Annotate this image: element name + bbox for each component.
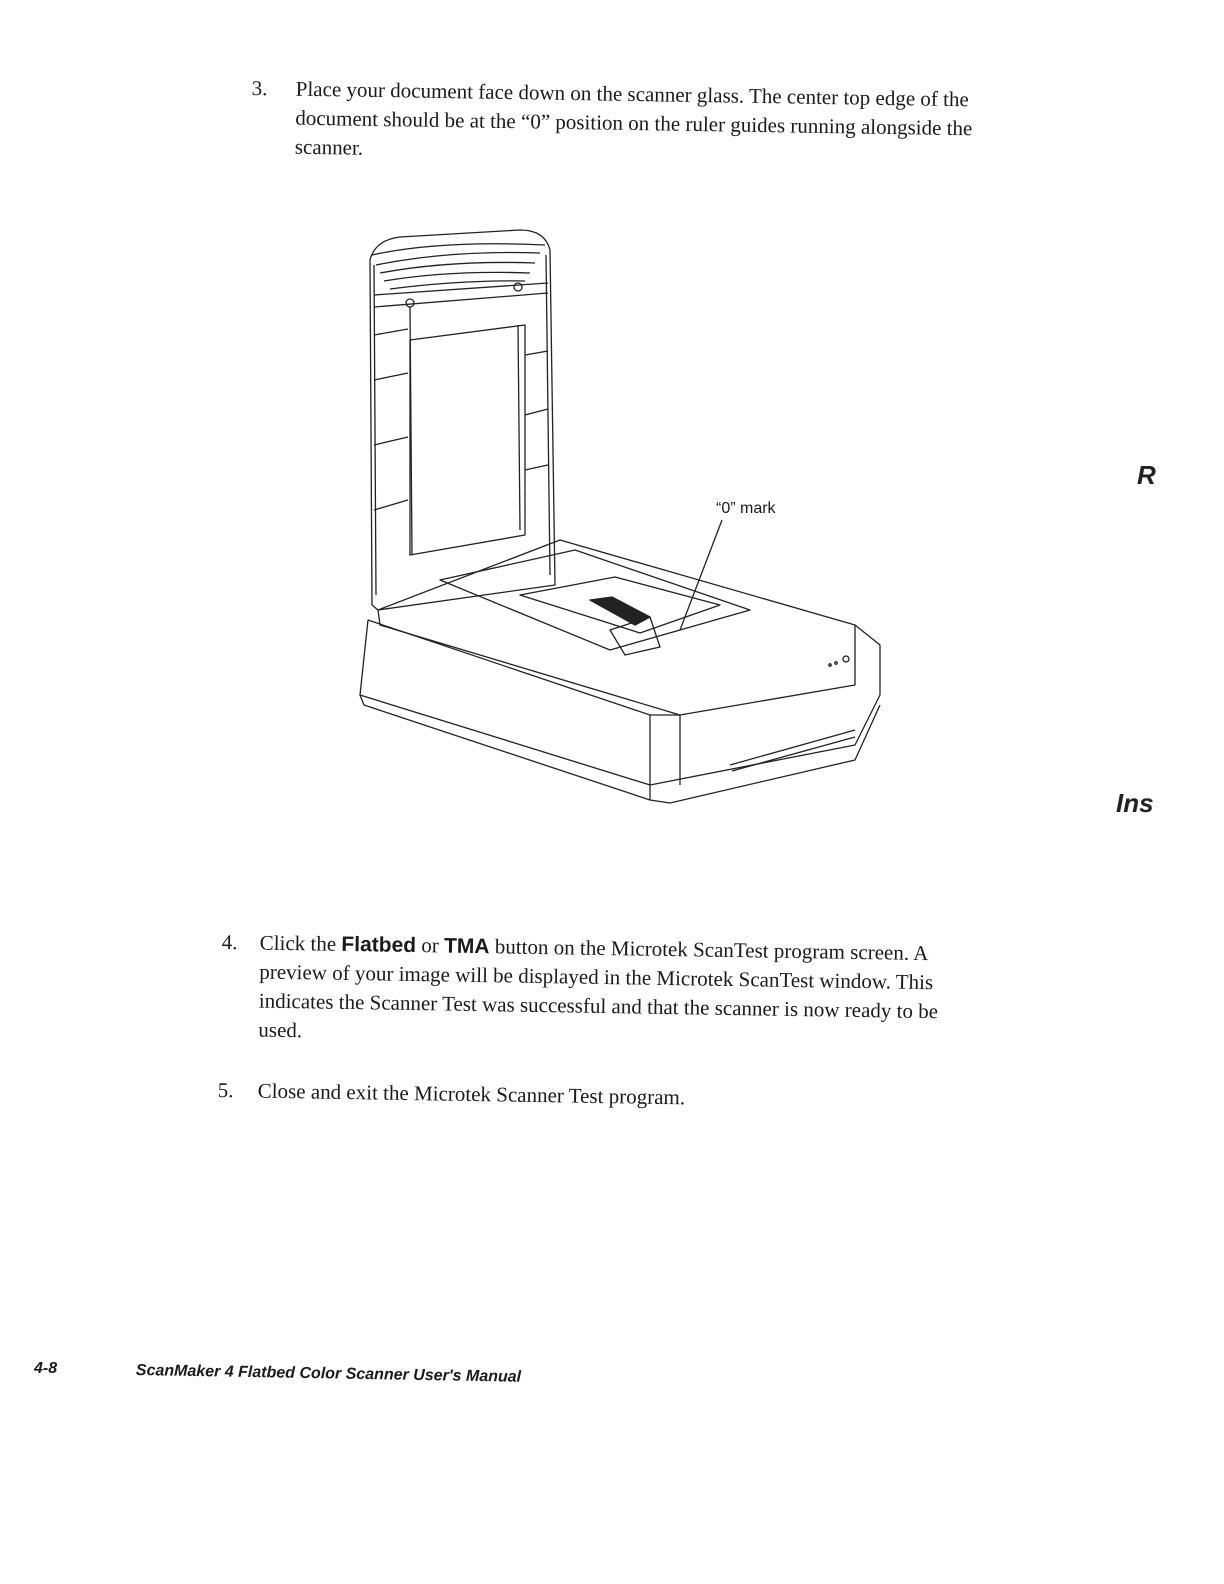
step-text: Click the Flatbed or TMA button on the Microtek ScanTest program screen. A preview of your image will be displayed in the Microtek ScanTest window. This indicates the Scanner Test was successful and that the scanner is now ready to be used. — [258, 930, 939, 1043]
manual-title: ScanMaker 4 Flatbed Color Scanner User's Manual — [135, 1362, 522, 1386]
section-tab-r: R — [1137, 460, 1156, 490]
zero-mark-label: “0” mark — [716, 500, 776, 517]
section-tab-ins: Ins — [1116, 788, 1154, 818]
tma-button-label: TMA — [443, 934, 490, 959]
step-text: Place your document face down on the scanner glass. The center top edge of the document should be at the “0” position on the ruler guides running alongside the scanner. — [294, 76, 973, 160]
step-3 — [251, 74, 1032, 160]
step-number: 3. — [251, 75, 268, 101]
flatbed-button-label: Flatbed — [341, 932, 417, 958]
step-5 — [217, 1076, 918, 1110]
step-number: 4. — [221, 929, 238, 955]
step-text: Close and exit the Microtek Scanner Test program. — [257, 1078, 686, 1110]
scanner-illustration — [350, 225, 890, 825]
step-4 — [221, 928, 982, 1043]
page-number: 4-8 — [34, 1360, 58, 1377]
step-number: 5. — [217, 1077, 234, 1103]
